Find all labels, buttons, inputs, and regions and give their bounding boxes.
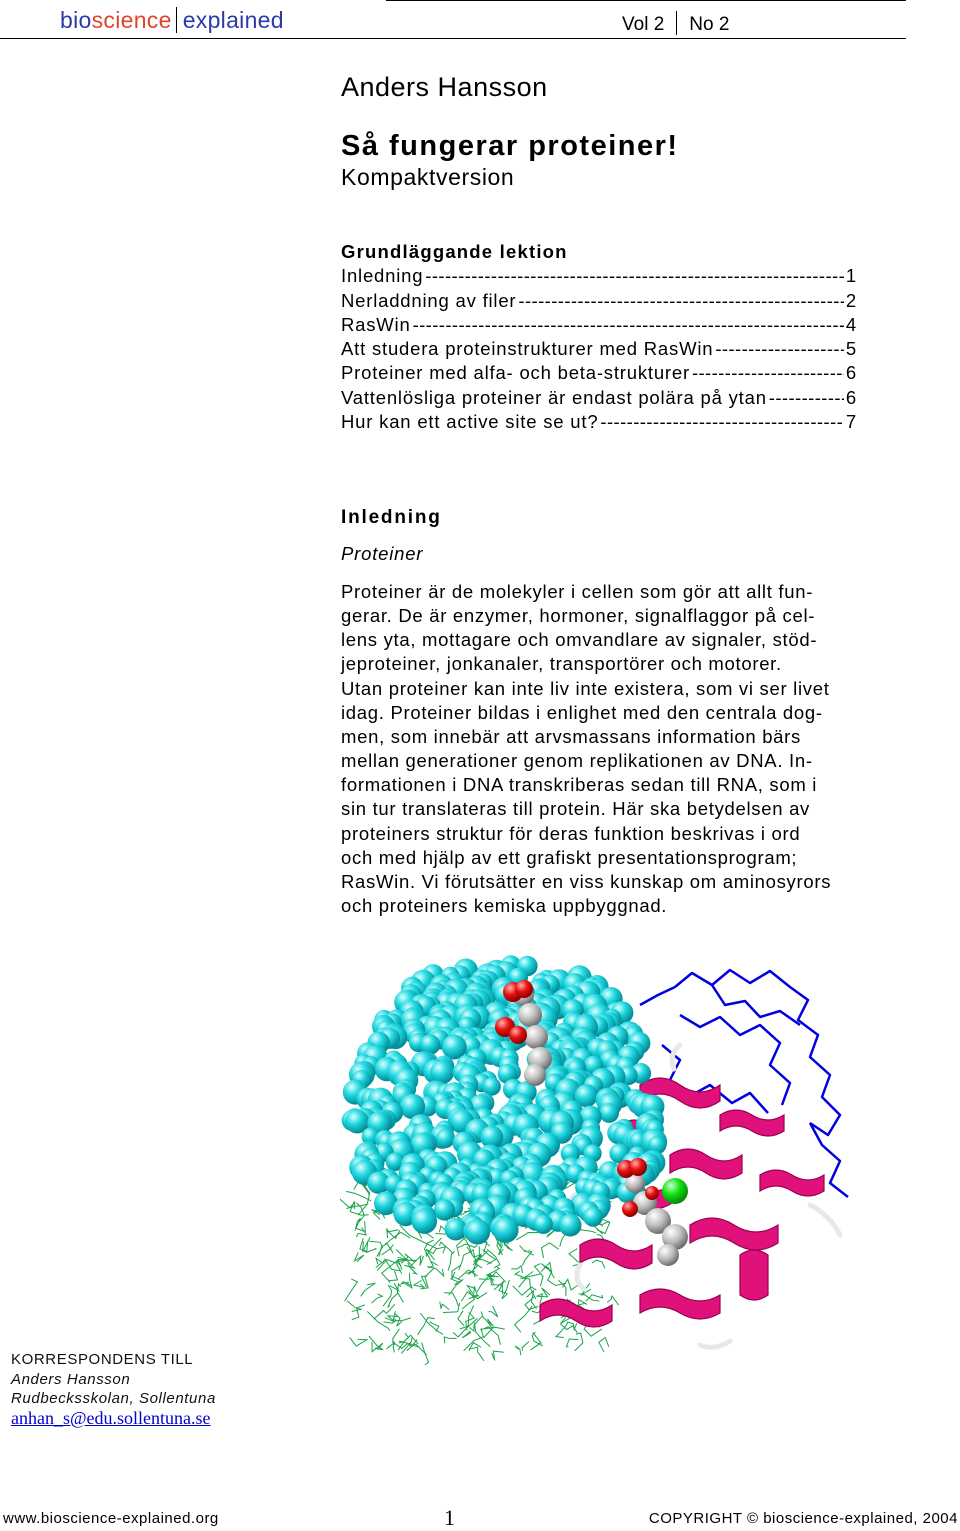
wireframe-bond bbox=[459, 1250, 474, 1270]
footer-copyright: COPYRIGHT © bioscience-explained, 2004 bbox=[648, 1510, 958, 1527]
toc-item[interactable] bbox=[341, 289, 857, 313]
toc-leader bbox=[413, 313, 844, 337]
paragraph-line: formationen i DNA transkriberas sedan till RNA, som i bbox=[341, 774, 818, 796]
cyan-atom-sphere bbox=[430, 1060, 454, 1084]
wireframe-bond bbox=[522, 1251, 531, 1266]
intro-paragraph bbox=[341, 580, 903, 918]
paragraph-line: Utan proteiner kan inte liv inte existera, som vi ser livet bbox=[341, 677, 830, 699]
paragraph-line: sin tur translateras till protein. Här ska betydelsen av bbox=[341, 798, 811, 820]
wireframe-bond bbox=[379, 1244, 393, 1257]
toc-item-label: Inledning bbox=[341, 265, 424, 287]
correspondence-name: Anders Hansson bbox=[11, 1370, 131, 1388]
wireframe-bond bbox=[524, 1272, 541, 1278]
number-label: No 2 bbox=[689, 14, 730, 35]
paragraph-line: jeproteiner, jonkanaler, transportörer och motorer. bbox=[341, 653, 782, 675]
cyan-space-filling-domain bbox=[342, 955, 667, 1244]
wireframe-bond bbox=[466, 1271, 475, 1277]
wireframe-bond bbox=[350, 1337, 367, 1346]
toc-item[interactable] bbox=[341, 386, 857, 410]
wireframe-bond bbox=[469, 1347, 484, 1361]
toc-item-page: 5 bbox=[845, 338, 857, 360]
wireframe-bond bbox=[352, 1305, 365, 1320]
wireframe-bond bbox=[444, 1293, 458, 1306]
wireframe-bond bbox=[356, 1221, 365, 1231]
wireframe-bond bbox=[385, 1232, 410, 1244]
toc-item-label: Nerladdning av filer bbox=[341, 289, 517, 311]
cyan-atom-sphere bbox=[599, 1103, 619, 1123]
paragraph-line: mellan generationer genom replikationen av DNA. In- bbox=[341, 750, 813, 772]
paragraph-line: och med hjälp av ett grafiskt presentationsprogram; bbox=[341, 846, 798, 868]
correspondence-email-link[interactable]: anhan_s@edu.sollentuna.se bbox=[11, 1407, 211, 1428]
wireframe-bond bbox=[548, 1272, 566, 1286]
wireframe-bond bbox=[448, 1251, 454, 1270]
wireframe-bond bbox=[355, 1252, 364, 1261]
paragraph-line: och proteiners kemiska uppbyggnad. bbox=[341, 895, 668, 917]
cyan-atom-sphere bbox=[436, 1129, 455, 1148]
wireframe-bond bbox=[489, 1306, 498, 1317]
author-name: Anders Hansson bbox=[341, 72, 548, 102]
logo-explained: explained bbox=[182, 7, 284, 33]
wireframe-bond bbox=[511, 1266, 522, 1273]
top-rule bbox=[386, 0, 906, 1]
journal-logo bbox=[60, 7, 284, 34]
toc-item-label: Hur kan ett active site se ut? bbox=[341, 411, 599, 433]
wireframe-bond bbox=[599, 1338, 609, 1353]
toc-item[interactable] bbox=[341, 410, 857, 434]
wireframe-bond bbox=[607, 1296, 618, 1305]
toc-leader bbox=[769, 386, 844, 410]
wireframe-bond bbox=[397, 1284, 403, 1303]
article-subtitle: Kompaktversion bbox=[341, 164, 515, 190]
paragraph-line: RasWin. Vi förutsätter en viss kunskap om aminosyrors bbox=[341, 870, 832, 892]
toc-item-page: 2 bbox=[845, 289, 857, 311]
wireframe-bond bbox=[440, 1302, 449, 1310]
section-subtitle: Proteiner bbox=[341, 543, 424, 564]
issue-divider bbox=[676, 11, 677, 35]
volume-label: Vol 2 bbox=[622, 14, 665, 35]
wireframe-bond bbox=[542, 1288, 550, 1298]
page-footer bbox=[0, 1505, 960, 1531]
section-title: Inledning bbox=[341, 507, 442, 528]
wireframe-bond bbox=[566, 1339, 578, 1347]
wireframe-bond bbox=[492, 1351, 504, 1360]
page-number: 1 bbox=[444, 1505, 455, 1530]
wireframe-bond bbox=[444, 1337, 456, 1344]
wireframe-bond bbox=[410, 1256, 423, 1267]
wireframe-bond bbox=[388, 1271, 397, 1281]
toc-item-page: 4 bbox=[845, 313, 857, 335]
wireframe-bond bbox=[347, 1301, 362, 1312]
toc-item[interactable] bbox=[341, 313, 857, 337]
correspondence-heading: KORRESPONDENS TILL bbox=[11, 1351, 194, 1368]
wireframe-bond bbox=[388, 1293, 398, 1307]
paragraph-line: gerar. De är enzymer, hormoner, signalflaggor på cel- bbox=[341, 605, 816, 627]
toc-heading: Grundläggande lektion bbox=[341, 241, 568, 262]
logo-bio: bio bbox=[60, 7, 92, 33]
toc-item[interactable] bbox=[341, 337, 857, 361]
paragraph-line: proteiners struktur för deras funktion beskrivas i ord bbox=[341, 822, 801, 844]
correspondence-school: Rudbecksskolan, Sollentuna bbox=[11, 1390, 216, 1407]
paragraph-line: lens yta, mottagare och omvandlare av signaler, stöd- bbox=[341, 629, 818, 651]
toc-item-label: Att studera proteinstrukturer med RasWin bbox=[341, 338, 714, 360]
toc-item-page: 6 bbox=[845, 362, 857, 384]
paragraph-line: idag. Proteiner bildas i enlighet med den centrala dog- bbox=[341, 701, 823, 723]
wireframe-bond bbox=[345, 1279, 358, 1301]
wireframe-bond bbox=[462, 1331, 471, 1338]
wireframe-bond bbox=[372, 1342, 383, 1352]
wireframe-bond bbox=[542, 1243, 559, 1258]
toc-item-label: RasWin bbox=[341, 313, 411, 335]
wireframe-bond bbox=[516, 1233, 538, 1240]
protein-structure-figure bbox=[340, 925, 900, 1365]
wireframe-bond bbox=[427, 1267, 443, 1276]
toc-leader bbox=[600, 410, 843, 434]
wireframe-bond bbox=[559, 1280, 567, 1296]
toc-leader bbox=[692, 361, 844, 385]
wireframe-bond bbox=[361, 1283, 376, 1296]
cyan-atom-sphere bbox=[534, 1215, 553, 1234]
toc-item-page: 7 bbox=[845, 411, 857, 433]
toc-item-label: Proteiner med alfa- och beta-strukturer bbox=[341, 362, 690, 384]
wireframe-bond bbox=[515, 1346, 521, 1355]
cyan-atom-sphere bbox=[493, 1217, 519, 1243]
logo-divider bbox=[176, 7, 177, 33]
wireframe-bond bbox=[560, 1324, 577, 1333]
footer-url: www.bioscience-explained.org bbox=[3, 1510, 219, 1527]
wireframe-bond bbox=[592, 1260, 605, 1268]
correspondence-block bbox=[11, 1350, 216, 1429]
toc-leader bbox=[518, 289, 844, 313]
wireframe-bond bbox=[420, 1313, 443, 1334]
wireframe-bond bbox=[443, 1303, 460, 1313]
wireframe-bond bbox=[481, 1312, 493, 1327]
article-title: Så fungerar proteiner! bbox=[341, 130, 679, 162]
wireframe-bond bbox=[450, 1279, 463, 1285]
wireframe-bond bbox=[428, 1261, 438, 1268]
wireframe-bond bbox=[527, 1291, 537, 1309]
toc-leader bbox=[715, 337, 844, 361]
toc-item-page: 1 bbox=[845, 265, 857, 287]
wireframe-bond bbox=[369, 1336, 383, 1350]
wireframe-bond bbox=[387, 1343, 395, 1353]
wireframe-bond bbox=[575, 1333, 583, 1351]
cyan-atom-sphere bbox=[434, 1199, 455, 1220]
wireframe-bond bbox=[372, 1294, 383, 1303]
toc-item[interactable] bbox=[341, 361, 857, 385]
wireframe-bond bbox=[374, 1304, 395, 1319]
cyan-atom-sphere bbox=[412, 1208, 438, 1234]
wireframe-bond bbox=[479, 1251, 492, 1264]
wireframe-bond bbox=[522, 1342, 529, 1351]
cyan-atom-sphere bbox=[583, 1207, 603, 1227]
wireframe-bond bbox=[414, 1280, 424, 1287]
wireframe-bond bbox=[580, 1229, 596, 1233]
paragraph-line: men, som innebär att arvsmassans information bärs bbox=[341, 725, 801, 747]
wireframe-bond bbox=[515, 1271, 526, 1287]
logo-science: science bbox=[91, 7, 172, 33]
wireframe-bond bbox=[458, 1311, 464, 1326]
toc-leader bbox=[425, 264, 844, 288]
page-header bbox=[0, 0, 906, 39]
toc-item-label: Vattenlösliga proteiner är endast polära på ytan bbox=[341, 386, 767, 408]
toc-item-page: 6 bbox=[845, 386, 857, 408]
wireframe-bond bbox=[422, 1342, 429, 1365]
cyan-atom-sphere bbox=[559, 1214, 582, 1237]
wireframe-bond bbox=[350, 1201, 368, 1215]
table-of-contents bbox=[341, 240, 901, 434]
wireframe-bond bbox=[346, 1191, 371, 1200]
issue-info bbox=[622, 11, 729, 36]
wireframe-bond bbox=[569, 1249, 579, 1262]
toc-item[interactable] bbox=[341, 264, 857, 288]
paragraph-line: Proteiner är de molekyler i cellen som gör att allt fun- bbox=[341, 581, 814, 602]
wireframe-bond bbox=[520, 1245, 534, 1255]
cyan-atom-sphere bbox=[465, 1219, 490, 1244]
